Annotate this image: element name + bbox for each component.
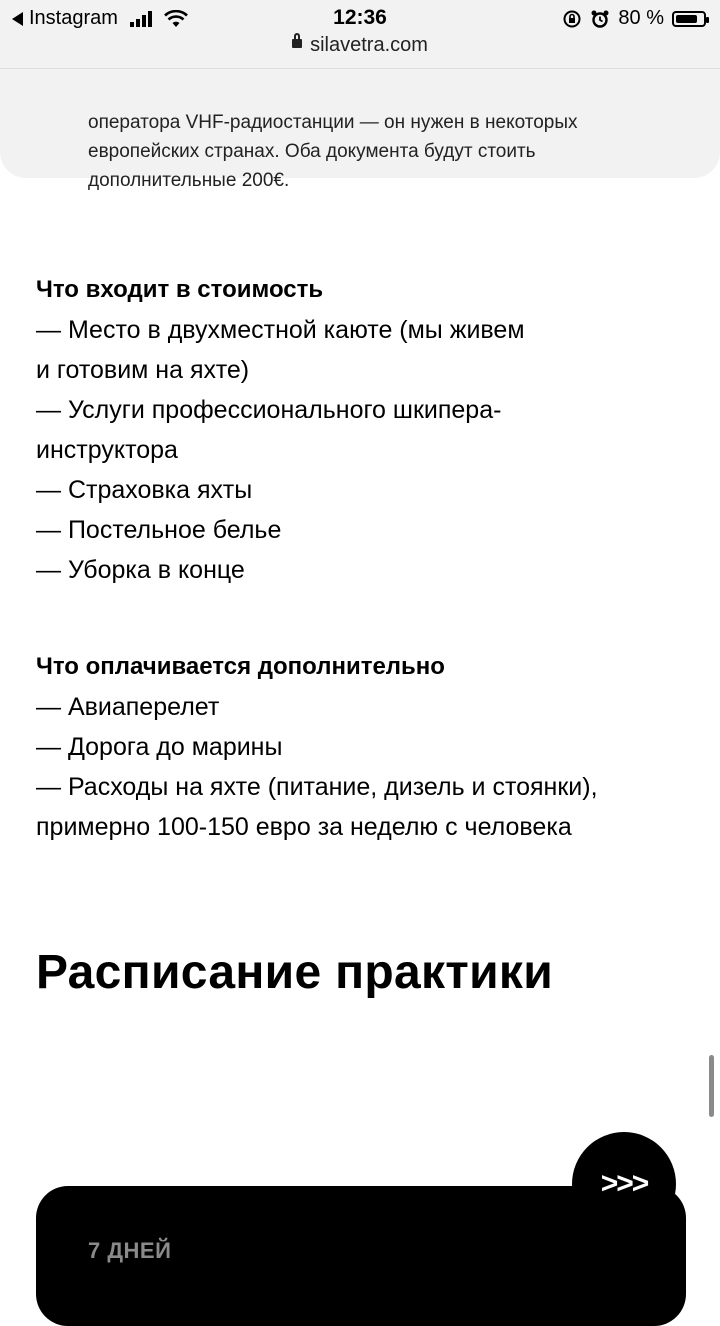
back-app-label: Instagram	[29, 7, 118, 29]
info-line: европейских странах. Оба документа будут стоить	[88, 141, 536, 162]
orientation-lock-icon	[562, 9, 582, 29]
info-line: оператора VHF-радиостанции — он нужен в некоторых	[88, 112, 578, 133]
browser-top-bar	[0, 0, 720, 69]
days-label: 7 ДНЕЙ	[88, 1238, 172, 1263]
extra-line: — Расходы на яхте (питание, дизель и стоянки),	[36, 773, 598, 801]
page-scrollbar[interactable]	[709, 1055, 714, 1117]
battery-icon	[672, 11, 706, 27]
lock-icon	[292, 39, 302, 48]
schedule-heading: Расписание практики	[36, 946, 554, 999]
included-line: — Страховка яхты	[36, 476, 253, 504]
included-line: и готовим на яхте)	[36, 356, 250, 384]
included-line: — Услуги профессионального шкипера-	[36, 396, 502, 424]
included-line: — Уборка в конце	[36, 556, 245, 584]
extra-line: примерно 100-150 евро за неделю с человека	[36, 813, 572, 841]
included-section	[36, 270, 696, 590]
included-line: — Постельное белье	[36, 516, 282, 544]
next-button[interactable]	[572, 1132, 676, 1236]
extra-line: — Дорога до марины	[36, 733, 283, 761]
info-line: дополнительные 200€.	[88, 170, 290, 191]
included-line: инструктора	[36, 436, 178, 464]
url-text: silavetra.com	[310, 34, 428, 56]
status-icons	[562, 7, 706, 30]
extra-title: Что оплачивается дополнительно	[36, 653, 445, 680]
extra-costs-section	[36, 647, 696, 847]
clock: 12:36	[333, 6, 387, 29]
next-button-label: >>>	[600, 1167, 648, 1200]
alarm-icon	[590, 9, 610, 29]
battery-percent: 80 %	[618, 7, 664, 29]
battery-level	[676, 15, 697, 23]
extra-line: — Авиаперелет	[36, 693, 220, 721]
included-title: Что входит в стоимость	[36, 276, 324, 303]
address-bar[interactable]	[0, 34, 720, 57]
info-card-text	[88, 108, 688, 195]
included-line: — Место в двухместной каюте (мы живем	[36, 316, 525, 344]
